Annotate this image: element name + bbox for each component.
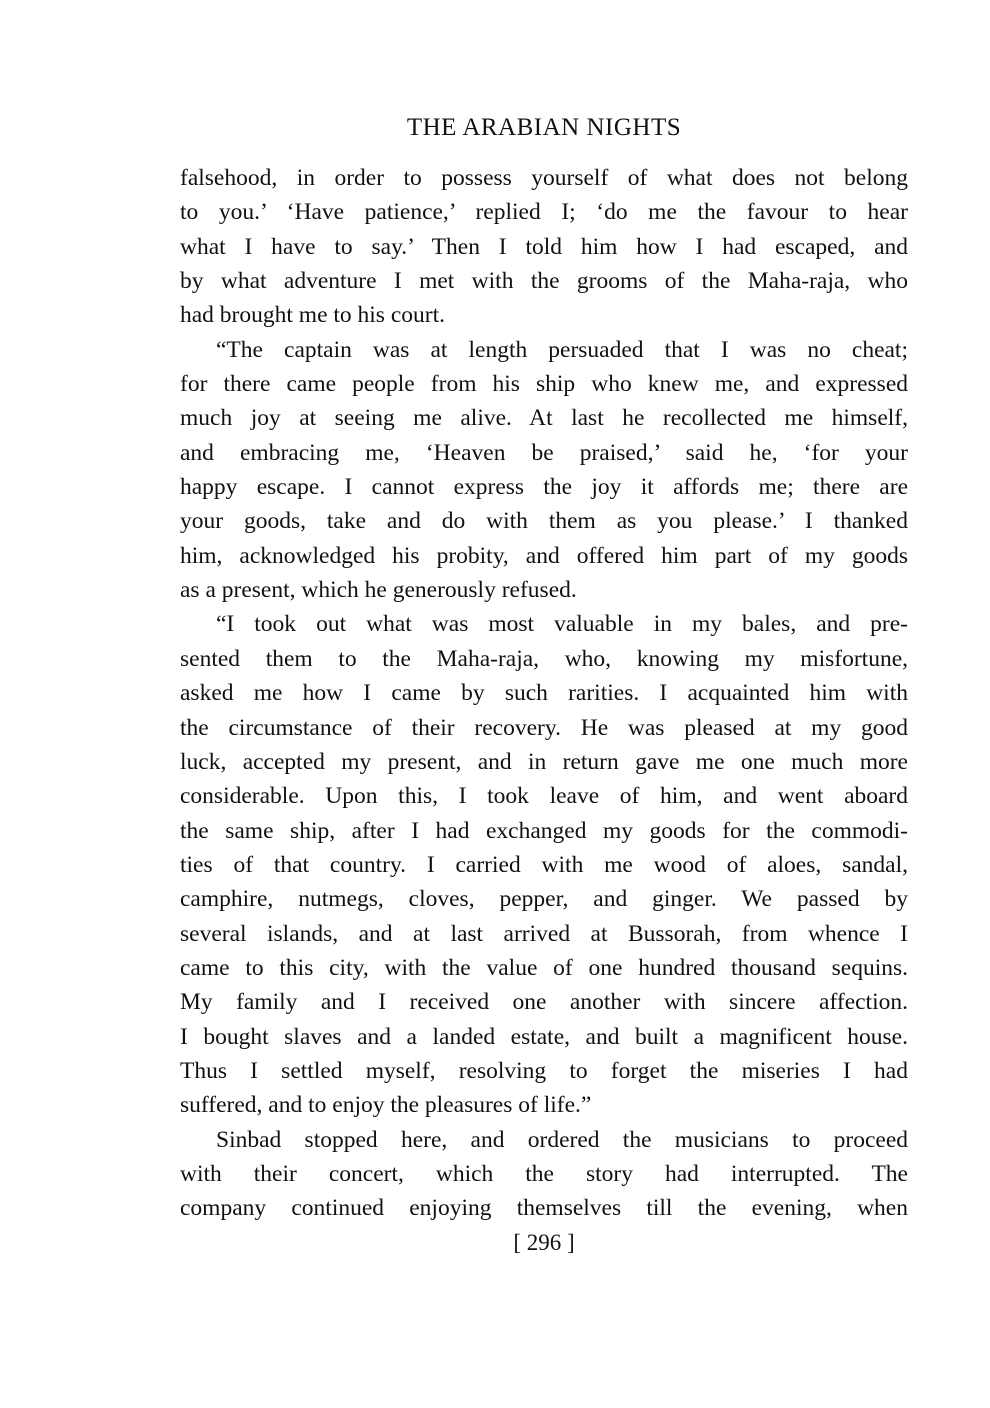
text-line: to you.’ ‘Have patience,’ replied I; ‘do me the favour to hear: [180, 199, 908, 226]
running-head: THE ARABIAN NIGHTS: [406, 114, 682, 141]
text-line: several islands, and at last arrived at Bussorah, from whence I: [180, 920, 908, 947]
text-line: with their concert, which the story had interrupted. The: [180, 1160, 908, 1187]
text-line: My family and I received one another with sincere affection.: [180, 989, 908, 1016]
text-line: came to this city, with the value of one hundred thousand sequins.: [180, 954, 908, 981]
text-line: I bought slaves and a landed estate, and built a magnificent house.: [180, 1023, 908, 1050]
text-line: luck, accepted my present, and in return gave me one much more: [180, 748, 908, 775]
page-number: [ 296 ]: [513, 1230, 575, 1255]
paragraph: [180, 1123, 908, 1226]
text-line: as a present, which he generously refused.: [180, 577, 577, 604]
text-line: suffered, and to enjoy the pleasures of life.”: [180, 1092, 592, 1119]
text-line: ties of that country. I carried with me wood of aloes, sandal,: [180, 851, 908, 878]
text-line: considerable. Upon this, I took leave of him, and went aboard: [180, 783, 908, 810]
text-line: Thus I settled myself, resolving to forget the miseries I had: [180, 1057, 908, 1084]
text-line: the circumstance of their recovery. He was pleased at my good: [180, 714, 908, 741]
text-line: your goods, take and do with them as you please.’ I thanked: [180, 508, 908, 535]
text-line: happy escape. I cannot express the joy it affords me; there are: [180, 474, 908, 501]
paragraph: [180, 607, 908, 1122]
text-line: by what adventure I met with the grooms of the Maha-raja, who: [180, 268, 908, 295]
text-line: company continued enjoying themselves till the evening, when: [180, 1195, 908, 1222]
text-line: falsehood, in order to possess yourself of what does not belong: [180, 165, 908, 191]
paragraph: [180, 333, 908, 608]
paragraph: [180, 161, 908, 333]
body-text: [180, 161, 908, 1226]
text-line: asked me how I came by such rarities. I acquainted him with: [180, 680, 908, 707]
text-line: much joy at seeing me alive. At last he recollected me himself,: [180, 405, 908, 432]
text-line: had brought me to his court.: [180, 302, 445, 329]
text-line: and embracing me, ‘Heaven be praised,’ said he, ‘for your: [180, 439, 908, 466]
text-line: what I have to say.’ Then I told him how I had escaped, and: [180, 233, 908, 260]
text-line: camphire, nutmegs, cloves, pepper, and ginger. We passed by: [180, 886, 908, 913]
text-line: “I took out what was most valuable in my bales, and pre-: [216, 611, 908, 638]
text-line: “The captain was at length persuaded that I was no cheat;: [216, 336, 908, 363]
text-line: for there came people from his ship who knew me, and expressed: [180, 371, 908, 398]
text-line: sented them to the Maha-raja, who, knowing my misfortune,: [180, 645, 908, 672]
text-line: the same ship, after I had exchanged my goods for the commodi-: [180, 817, 908, 844]
text-line: him, acknowledged his probity, and offered him part of my goods: [180, 542, 908, 569]
text-line: Sinbad stopped here, and ordered the musicians to proceed: [216, 1126, 908, 1153]
